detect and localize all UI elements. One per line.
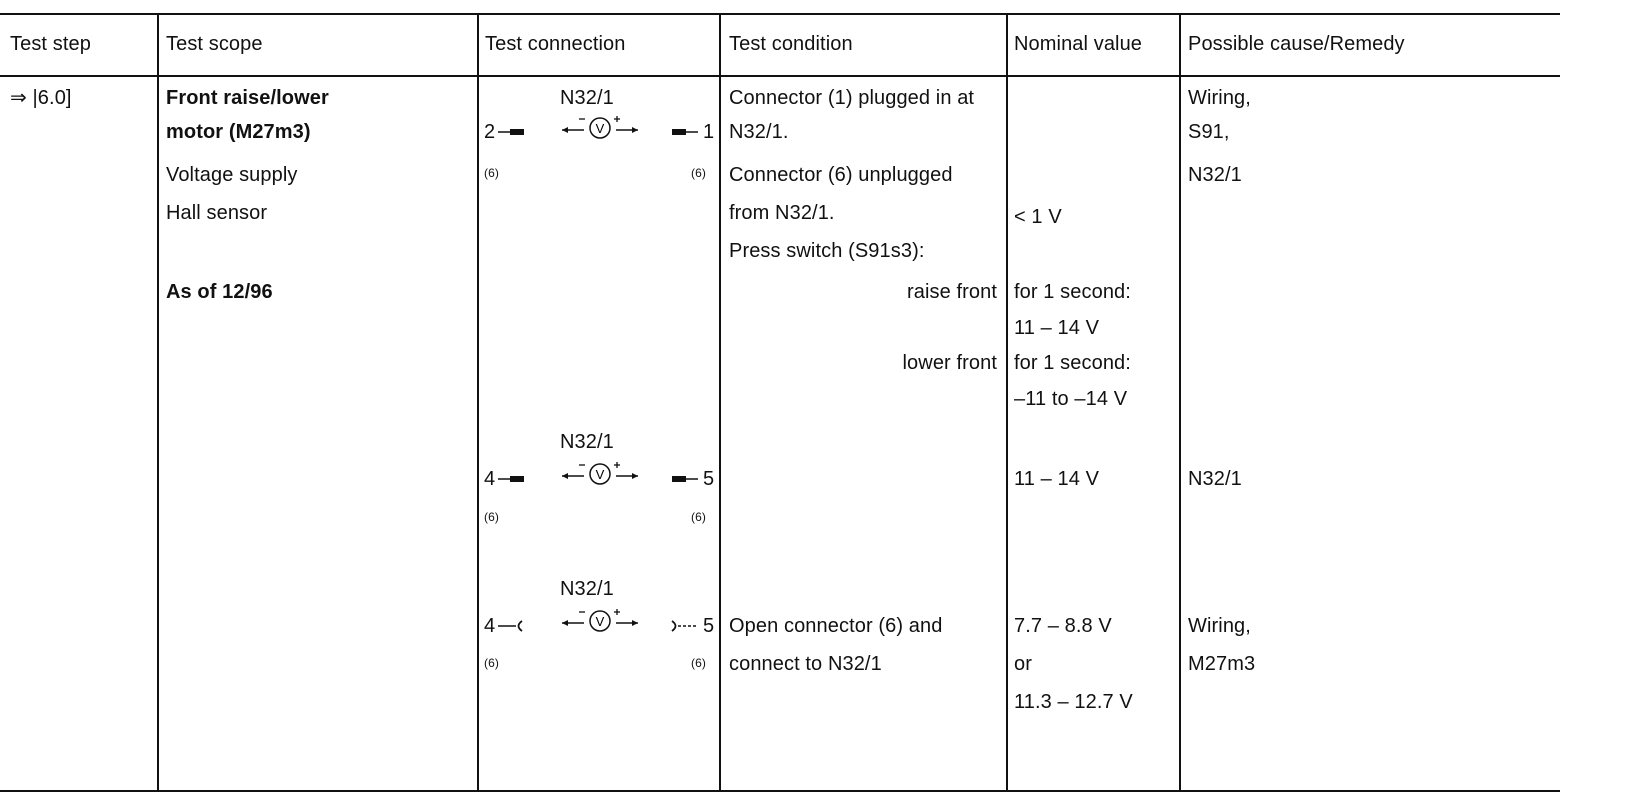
- nominal-value: < 1 V: [1014, 206, 1062, 228]
- left-pin: 4: [484, 615, 496, 637]
- right-connector: (6): [691, 510, 706, 524]
- condition-text: Connector (6) unplugged: [729, 164, 953, 186]
- right-pin: 5: [703, 468, 715, 490]
- module-label: N32/1: [560, 87, 614, 109]
- cause-text: S91,: [1188, 121, 1230, 143]
- cause-text: M27m3: [1188, 653, 1256, 675]
- nominal-value: 11 – 14 V: [1014, 317, 1100, 339]
- nominal-value: 11.3 – 12.7 V: [1014, 691, 1133, 713]
- nominal-value: for 1 second:: [1014, 352, 1131, 374]
- header-test-connection: Test connection: [485, 33, 626, 55]
- condition-text: connect to N32/1: [729, 653, 882, 675]
- condition-text: from N32/1.: [729, 202, 835, 224]
- column-divider: [477, 13, 479, 792]
- header-test-condition: Test condition: [729, 33, 853, 55]
- cause-text: Wiring,: [1188, 615, 1251, 637]
- header-possible-cause: Possible cause/Remedy: [1188, 33, 1405, 55]
- socket-icon: [496, 619, 526, 633]
- condition-text: Press switch (S91s3):: [729, 240, 925, 262]
- column-divider: [719, 13, 721, 792]
- socket-icon: [668, 619, 700, 633]
- table-top-rule: [0, 13, 1560, 15]
- scope-title: motor (M27m3): [166, 121, 311, 143]
- condition-text: Open connector (6) and: [729, 615, 943, 637]
- condition-text: lower front: [902, 352, 997, 374]
- scope-title: Front raise/lower: [166, 87, 329, 109]
- cause-text: N32/1: [1188, 468, 1242, 490]
- right-connector: (6): [691, 656, 706, 670]
- right-pin: 5: [703, 615, 715, 637]
- condition-text: raise front: [906, 281, 997, 303]
- column-divider: [1179, 13, 1181, 792]
- right-connector: (6): [691, 166, 706, 180]
- meter-label: V: [595, 614, 605, 629]
- condition-text: N32/1.: [729, 121, 789, 143]
- left-connector: (6): [484, 166, 499, 180]
- voltmeter-icon: [560, 603, 640, 637]
- column-divider: [1006, 13, 1008, 792]
- column-divider: [157, 13, 159, 792]
- voltmeter-icon: [560, 456, 640, 490]
- nominal-value: –11 to –14 V: [1014, 388, 1128, 410]
- left-connector: (6): [484, 510, 499, 524]
- module-label: N32/1: [560, 431, 614, 453]
- scope-as-of: As of 12/96: [166, 281, 273, 303]
- plug-icon: [668, 472, 700, 486]
- cause-text: Wiring,: [1188, 87, 1251, 109]
- scope-item: Hall sensor: [166, 202, 268, 224]
- header-test-scope: Test scope: [166, 33, 263, 55]
- right-pin: 1: [703, 121, 715, 143]
- left-pin: 2: [484, 121, 496, 143]
- cause-text: N32/1: [1188, 164, 1242, 186]
- meter-label: V: [595, 467, 605, 482]
- nominal-value: or: [1014, 653, 1032, 675]
- header-bottom-rule: [0, 75, 1560, 77]
- left-connector: (6): [484, 656, 499, 670]
- test-step-ref: ⇒ |6.0]: [10, 87, 72, 109]
- condition-text: Connector (1) plugged in at: [729, 87, 975, 109]
- plug-icon: [496, 472, 526, 486]
- nominal-value: for 1 second:: [1014, 281, 1131, 303]
- header-test-step: Test step: [10, 33, 91, 55]
- left-pin: 4: [484, 468, 496, 490]
- module-label: N32/1: [560, 578, 614, 600]
- plug-icon: [668, 125, 700, 139]
- nominal-value: 11 – 14 V: [1014, 468, 1100, 490]
- scope-item: Voltage supply: [166, 164, 298, 186]
- voltmeter-icon: [560, 110, 640, 144]
- header-nominal-value: Nominal value: [1014, 33, 1143, 55]
- table-bottom-rule: [0, 790, 1560, 792]
- nominal-value: 7.7 – 8.8 V: [1014, 615, 1112, 637]
- meter-label: V: [595, 121, 605, 136]
- plug-icon: [496, 125, 526, 139]
